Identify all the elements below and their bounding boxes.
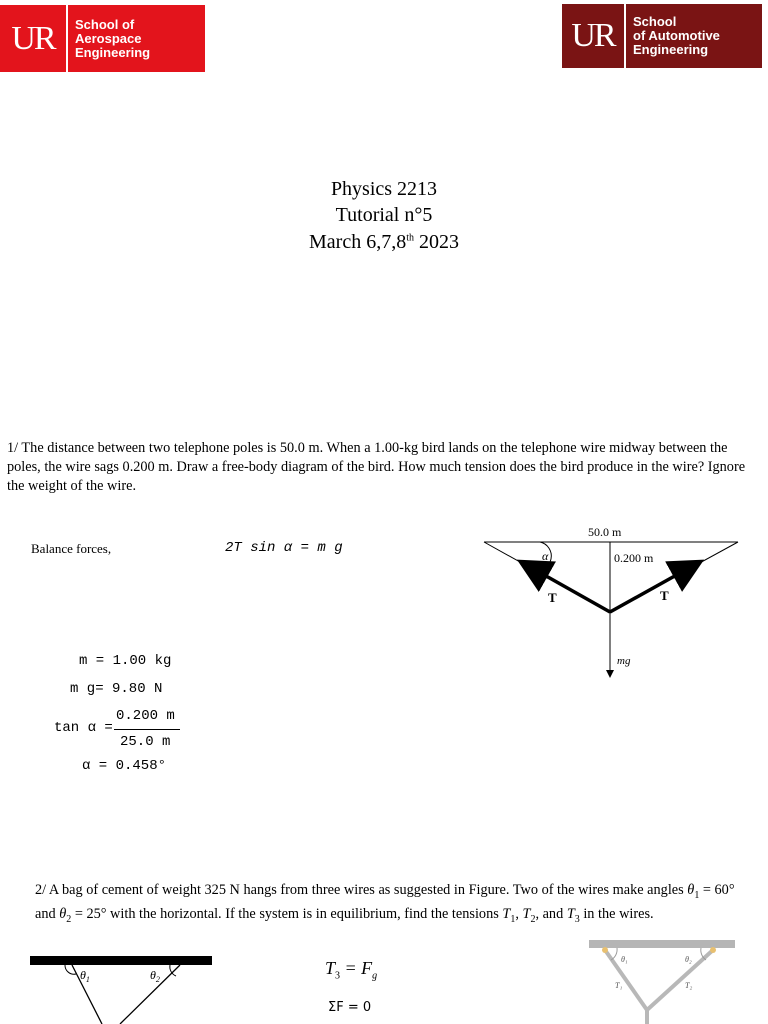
date-year: 2023 <box>418 231 459 253</box>
logo-text <box>68 5 150 72</box>
eq-mass: m = 1.00 kg <box>79 653 172 669</box>
date-sup: th <box>406 232 414 244</box>
eq-fg-symbol: = F <box>340 958 373 978</box>
cement-figure-left <box>28 955 216 1024</box>
balance-equation: 2T sin α = m g <box>225 540 343 556</box>
logo-mark: UR <box>11 19 55 57</box>
t3-sub: 3 <box>574 913 580 925</box>
eq-fg-sub: g <box>372 970 378 982</box>
wire-1 <box>72 965 102 1024</box>
logo-line: Aerospace <box>75 30 142 46</box>
logo-text <box>626 4 720 68</box>
t2: T <box>522 905 531 922</box>
t2-sub: 2 <box>530 913 536 925</box>
theta1-label: θ₁ <box>621 955 628 964</box>
balance-label: Balance forces, <box>31 541 112 556</box>
tutorial-title: Tutorial n°5 <box>335 204 433 226</box>
t1: T <box>502 905 511 922</box>
theta2-label: θ₂ <box>685 955 692 964</box>
theta2-sub: 2 <box>66 913 72 925</box>
eq-t3-sub: 3 <box>335 970 341 982</box>
anchor-right <box>710 947 716 953</box>
alpha-label: α <box>542 549 549 563</box>
wire-2 <box>647 950 713 1010</box>
eq-tan-lhs: tan α = <box>54 720 113 736</box>
t2-label: T₂ <box>685 981 693 990</box>
date-prefix: March 6,7,8 <box>309 231 407 253</box>
tension-left-label: T <box>548 590 557 605</box>
t1-sub: 1 <box>510 913 516 925</box>
logo-line: School <box>633 14 677 29</box>
eq-sum-forces: ΣF = 0 <box>328 1000 372 1015</box>
problem1-text: 1/ The distance between two telephone poles is 50.0 m. When a 1.00-kg bird lands on the telephone wire midway between the poles, the wire sags 0.200 m. Draw a free-body diagram of the bird. How much tension does the bird produce in the wire? Ignore the weight of the wire. <box>7 440 746 494</box>
problem2-text-e: , and <box>535 905 567 922</box>
problem2-text-f: in the wires. <box>579 905 654 922</box>
logo-automotive <box>562 4 762 68</box>
theta2: θ <box>59 905 67 922</box>
logo-aerospace <box>0 5 205 72</box>
logo-line: of Automotive <box>633 28 720 43</box>
bird-wire-diagram <box>478 520 746 685</box>
eq-tan-denominator: 25.0 m <box>120 734 171 750</box>
theta1: θ <box>687 882 695 898</box>
tutorial-date <box>0 231 768 254</box>
logo-mark: UR <box>571 17 615 54</box>
sag-label: 0.200 m <box>614 551 654 565</box>
course-title: Physics 2213 <box>330 178 438 200</box>
t3: T <box>566 905 575 922</box>
ceiling-bar <box>30 956 212 965</box>
problem2-text-a: 2/ A bag of cement of weight 325 N hangs from three wires as suggested in Figure. Two of the wires make angles <box>35 882 688 898</box>
problem2-text-b: = 60° and <box>35 882 735 922</box>
logo-line: Engineering <box>75 44 151 60</box>
tension-right-label: T <box>660 588 669 603</box>
theta2-label: $\theta_2$ <box>150 968 160 984</box>
t1-label: T₁ <box>615 981 623 990</box>
tension-right-arrow <box>610 563 698 612</box>
eq-t3 <box>325 958 377 982</box>
span-label: 50.0 m <box>588 525 622 539</box>
problem2-text <box>35 881 753 929</box>
cement-figure-right <box>585 936 740 1024</box>
ceiling-beam <box>589 940 735 948</box>
anchor-left <box>602 947 608 953</box>
weight-label: mg <box>617 655 631 667</box>
logo-line: Engineering <box>633 42 709 57</box>
problem2-text-c: = 25° with the horizontal. If the system is in equilibrium, find the tensions <box>71 905 503 922</box>
theta1-sub: 1 <box>694 889 700 901</box>
eq-tan-numerator: 0.200 m <box>116 708 175 724</box>
fraction-bar <box>114 729 180 730</box>
theta1-label: $\theta_1$ <box>80 968 90 984</box>
eq-t3-symbol: T <box>325 958 336 978</box>
eq-weight: m g= 9.80 N <box>70 681 163 697</box>
logo-line: School of <box>75 16 135 32</box>
problem2-text-d: , <box>515 905 523 922</box>
eq-alpha: α = 0.458° <box>82 758 167 774</box>
